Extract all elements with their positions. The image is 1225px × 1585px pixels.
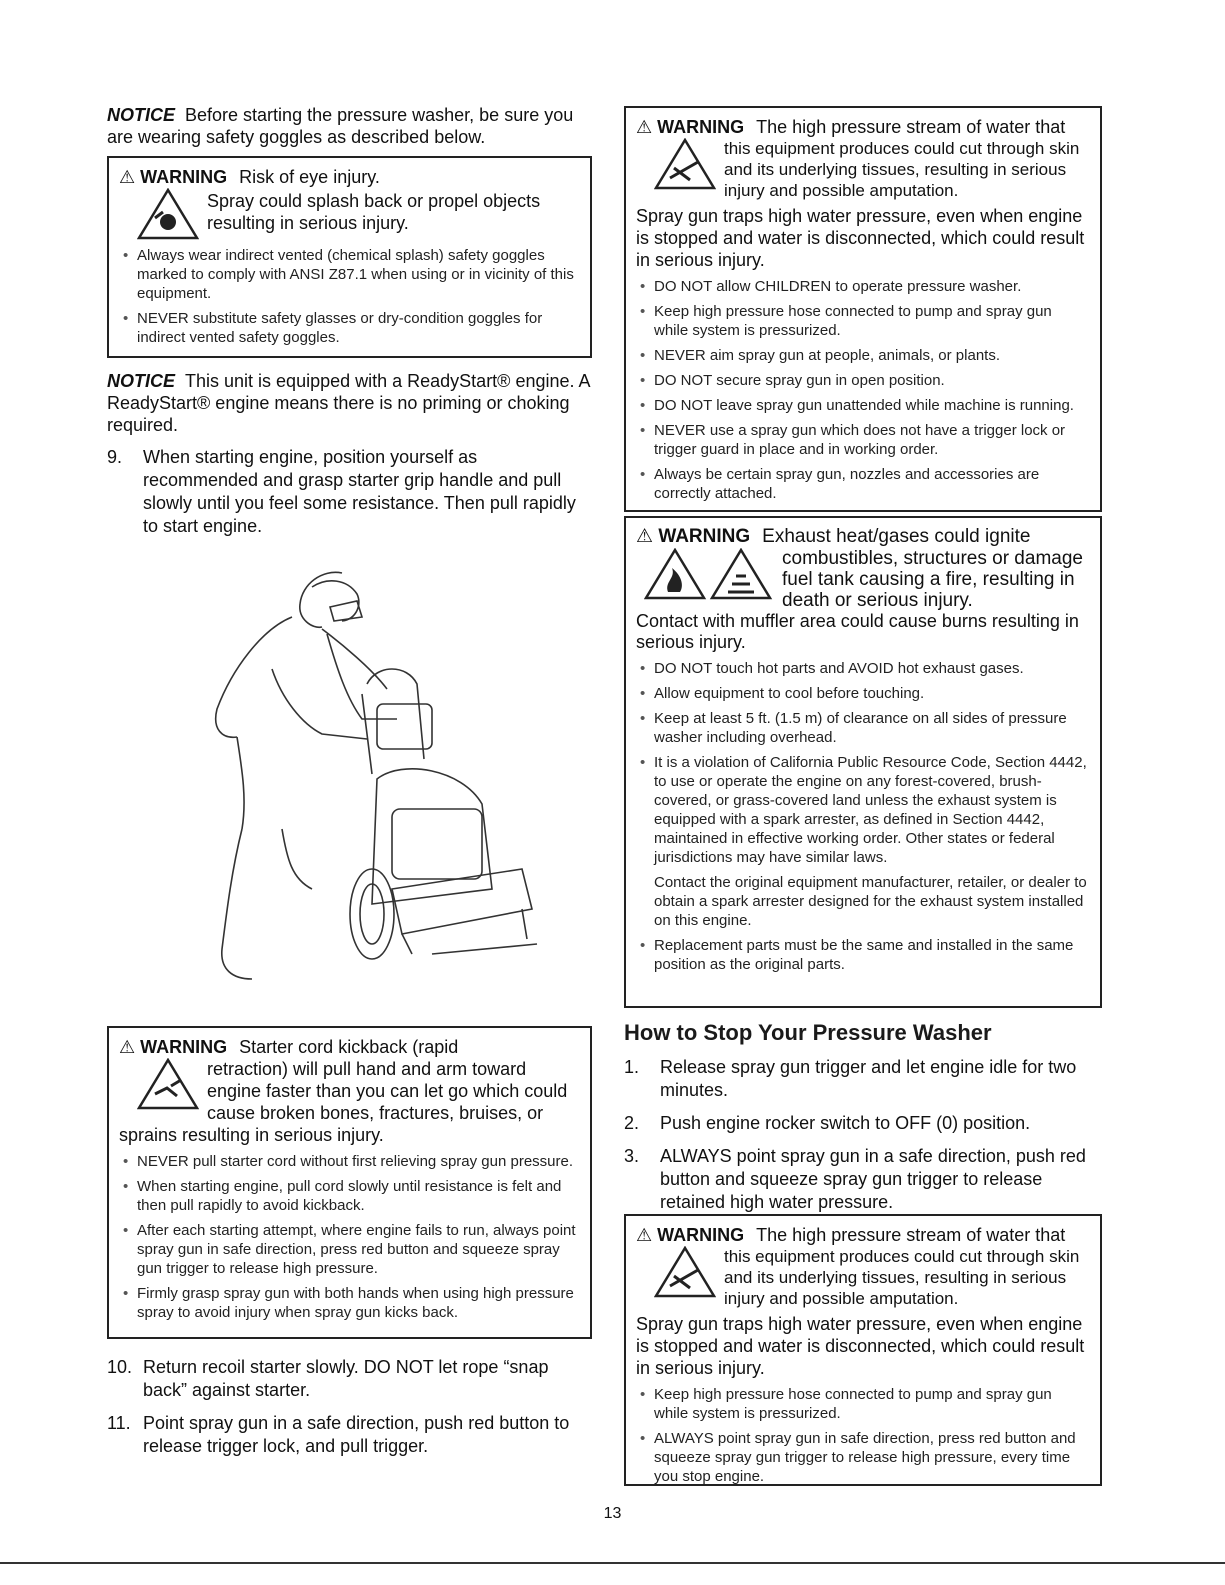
list-item — [636, 753, 1090, 930]
notice-text: Before starting the pressure washer, be sure you are wearing safety goggles as described below. — [107, 105, 574, 147]
warning-headline: Risk of eye injury. — [239, 167, 380, 187]
list-item: • Always wear indirect vented (chemical splash) safety goggles marked to comply with ANSI Z87.1 when using or in vicinity of this equipment. — [119, 246, 580, 303]
warning-body: Spray could splash back or propel objects resulting in serious injury. — [207, 191, 541, 233]
warning-exhaust-heat — [624, 516, 1102, 1008]
list-item: • Allow equipment to cool before touching. — [636, 684, 1090, 703]
warning-body: Spray gun traps high water pressure, even when engine is stopped and water is disconnected, which could result in serious injury. — [636, 206, 1085, 270]
injection-hazard-icon — [654, 1246, 716, 1298]
list-item: • Firmly grasp spray gun with both hands when using high pressure spray to avoid injury when spray gun kicks back. — [119, 1284, 580, 1322]
step-item — [624, 1145, 1102, 1214]
list-item: • ALWAYS point spray gun in safe direction, press red button and squeeze spray gun trigger to release high pressure, every time you stop engine. — [636, 1429, 1090, 1486]
warning-bullets — [636, 277, 1090, 503]
list-item: • Replacement parts must be the same and installed in the same position as the original parts. — [636, 936, 1090, 974]
steps-list — [107, 446, 592, 538]
step-text: Point spray gun in a safe direction, push red button to release trigger lock, and pull trigger. — [143, 1413, 570, 1456]
list-item: • NEVER aim spray gun at people, animals, or plants. — [636, 346, 1090, 365]
warning-triangle-icon: ⚠ — [636, 1225, 653, 1245]
left-column — [107, 104, 592, 1456]
warning-triangle-icon: ⚠ — [636, 526, 654, 547]
list-item: • After each starting attempt, where engine fails to run, always point spray gun in safe direction, press red button and squeeze spray gun trigger to release high pressure. — [119, 1221, 580, 1278]
warning-headline: The high pressure stream of water that — [756, 1225, 1066, 1245]
list-item: • DO NOT touch hot parts and AVOID hot exhaust gases. — [636, 659, 1090, 678]
step-text: When starting engine, position yourself as recommended and grasp starter grip handle and pull slowly until you feel some resistance. Then pull rapidly to start engine. — [143, 447, 576, 536]
list-item-text: It is a violation of California Public Resource Code, Section 4442, to use or operate the engine on any forest-covered, brush-covered, or grass-covered land unless the exhaust system is equipped with a spark arrester, as defined in Section 4442, maintained in effective working order. Other states or federal jurisdictions may have similar laws. — [654, 754, 1087, 866]
list-item: • NEVER pull starter cord without first relieving spray gun pressure. — [119, 1152, 580, 1171]
page-number: 13 — [603, 1505, 622, 1522]
warning-bullets — [119, 1152, 580, 1322]
injection-hazard-icon — [654, 138, 716, 190]
fire-hazard-icons — [644, 548, 774, 600]
list-item: • DO NOT allow CHILDREN to operate pressure washer. — [636, 277, 1090, 296]
warning-label: WARNING — [657, 117, 745, 137]
warning-triangle-icon: ⚠ — [636, 117, 653, 137]
warning-eye-injury — [107, 156, 592, 358]
warning-body: retraction) will pull hand and arm toward engine faster than you can let go which could cause broken bones, fractures, bruises, or sprains resulting in serious injury. — [119, 1059, 568, 1145]
notice-goggles — [107, 104, 592, 148]
warning-label: WARNING — [657, 1225, 745, 1245]
warning-bullets — [636, 659, 1090, 974]
eye-hazard-icon — [137, 188, 199, 240]
warning-triangle-icon: ⚠ — [119, 1037, 136, 1057]
list-item: • DO NOT leave spray gun unattended while machine is running. — [636, 396, 1090, 415]
step-number: 11. — [107, 1413, 131, 1433]
list-item: • NEVER use a spray gun which does not have a trigger lock or trigger guard in place and in working order. — [636, 421, 1090, 459]
warning-header — [636, 526, 1090, 548]
warning-bullets — [119, 242, 580, 347]
warning-label: WARNING — [140, 1037, 228, 1057]
operator-illustration — [162, 559, 582, 1009]
warning-label: WARNING — [140, 167, 228, 187]
warning-headline: Starter cord kickback (rapid — [239, 1037, 459, 1057]
step-text: Push engine rocker switch to OFF (0) position. — [660, 1113, 1031, 1133]
step-number: 1. — [624, 1057, 640, 1077]
list-item: • NEVER substitute safety glasses or dry-condition goggles for indirect vented safety goggles. — [119, 309, 580, 347]
steps-list-2 — [107, 1356, 592, 1468]
warning-body: Contact with muffler area could cause burns resulting in serious injury. — [636, 611, 1079, 652]
warning-headline: Exhaust heat/gases could ignite — [762, 526, 1031, 547]
warning-header — [636, 1224, 1090, 1246]
step-item — [107, 446, 592, 538]
step-number: 2. — [624, 1113, 640, 1133]
list-item: • When starting engine, pull cord slowly until resistance is felt and then pull rapidly to avoid kickback. — [119, 1177, 580, 1215]
notice-label: NOTICE — [107, 105, 176, 125]
list-item: • Keep high pressure hose connected to pump and spray gun while system is pressurized. — [636, 1385, 1090, 1423]
step-text: Return recoil starter slowly. DO NOT let rope “snap back” against starter. — [143, 1357, 549, 1400]
step-text: ALWAYS point spray gun in a safe direction, push red button and squeeze spray gun trigger to release retained high water pressure. — [660, 1146, 1086, 1212]
notice-text: This unit is equipped with a ReadyStart® engine. A ReadyStart® engine means there is no priming or choking required. — [107, 371, 590, 435]
warning-headline: The high pressure stream of water that — [756, 117, 1066, 137]
warning-symbol-text: this equipment produces could cut through skin and its underlying tissues, resulting in serious injury and possible amputation. — [724, 1247, 1080, 1308]
warning-symbol-text: combustibles, structures or damage fuel tank causing a fire, resulting in death or serious injury. — [782, 548, 1083, 611]
hand-entanglement-icon — [137, 1058, 199, 1110]
notice-readystart — [107, 370, 592, 436]
step-item — [624, 1056, 1102, 1102]
step-item — [107, 1356, 592, 1402]
list-item: • DO NOT secure spray gun in open position. — [636, 371, 1090, 390]
list-item: • Always be certain spray gun, nozzles and accessories are correctly attached. — [636, 465, 1090, 503]
warning-header — [119, 166, 580, 188]
step-number: 3. — [624, 1146, 640, 1166]
spark-arrester-note: Contact the original equipment manufacturer, retailer, or dealer to obtain a spark arrester designed for the exhaust system installed on this engine. — [654, 874, 1087, 929]
section-title: How to Stop Your Pressure Washer — [624, 1020, 992, 1045]
warning-high-pressure-stream-2 — [624, 1214, 1102, 1486]
warning-header — [119, 1036, 580, 1058]
step-number: 10. — [107, 1357, 133, 1377]
list-item: • Keep high pressure hose connected to pump and spray gun while system is pressurized. — [636, 302, 1090, 340]
warning-triangle-icon: ⚠ — [119, 167, 136, 187]
step-text: Release spray gun trigger and let engine idle for two minutes. — [660, 1057, 1077, 1100]
bottom-divider — [0, 1562, 1225, 1564]
step-item — [624, 1112, 1102, 1135]
warning-body: Spray gun traps high water pressure, even when engine is stopped and water is disconnected, which could result in serious injury. — [636, 1314, 1085, 1378]
warning-bullets — [636, 1385, 1090, 1486]
right-column — [624, 106, 1102, 1486]
warning-starter-kickback — [107, 1026, 592, 1339]
stop-steps-list — [624, 1056, 1102, 1214]
notice-label: NOTICE — [107, 371, 176, 391]
step-item — [107, 1412, 592, 1458]
operator-pulling-starter-image — [162, 559, 582, 1009]
list-item: • Keep at least 5 ft. (1.5 m) of clearance on all sides of pressure washer including overhead. — [636, 709, 1090, 747]
warning-symbol-text: this equipment produces could cut through skin and its underlying tissues, resulting in serious injury and possible amputation. — [724, 139, 1080, 200]
warning-label: WARNING — [658, 526, 751, 547]
warning-header — [636, 116, 1090, 138]
warning-high-pressure-stream — [624, 106, 1102, 512]
step-number: 9. — [107, 447, 123, 467]
